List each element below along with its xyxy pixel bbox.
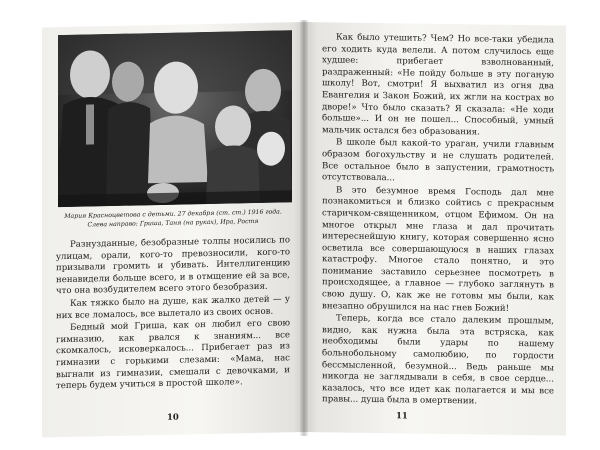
- family-photo-image: [58, 30, 292, 207]
- page-number-right: 11: [396, 411, 408, 422]
- paragraph: Как тяжко было на душе, как жалко детей — у них все ломалось, все вылетало из своих основ.: [56, 294, 290, 321]
- right-page: [304, 22, 566, 436]
- paragraph: В школе был какой-то ураган, учили главным образом богохульству и не слушать родителей. Все остальное было в запустении, грамотность отсутствовала...: [322, 137, 554, 184]
- right-page-text: [322, 32, 554, 409]
- paragraph: В это безумное время Господь дал мне познакомиться и близко сойтись с прекрасным старичком-священником, отцом Ефимом. Он на многое открыл мне глаза и дал прочитать интереснейшую книгу, которая совершенно ясно осветила все совершающуюся в наших глазах катастрофу. Многое стало понятно, и это понимание заставило серьезнее посмотреть в происходящее, а главное — глубоко заглянуть в свою душу. О, как же не готовы мы были, как внезапно обрушился на нас гнев Божий!: [322, 185, 554, 314]
- left-page-text: [56, 235, 290, 393]
- book-spine: [300, 20, 308, 436]
- paragraph: Бедный мой Гриша, как он любил его свою гимназию, как рвался к знаниям... все скомкалось, исковеркалось... Прибегает раз из гимназии с горькими слезами: «Мама, нас выгнали из гимназии, смешали с девочками, и теперь будем учиться в простой школе».: [56, 318, 290, 392]
- paragraph: Теперь, когда все стало далеким прошлым, видно, как нужна была эта встряска, как необходимы были удары по нашему больнобольному самолюбию, по гордости бессмысленной, безумной... Ведь раньше мы никогда не заглядывали в себя, в свое сердце... казалось, что все идет как полагается и мы все правы... душа была в омертвении.: [322, 313, 554, 407]
- photo-caption: Мария Красноцветова с детьми. 27 декабря (ст. ст.) 1916 года. Слева направо: Гриша, Таня (на руках), Ира, Ростя: [64, 208, 282, 229]
- family-photo: [58, 30, 292, 207]
- paragraph: Как было утешить? Чем? Но все-таки убедила его ходить куда велели. А потом случилось еще худшее: прибегает взволнованный, раздраженный: «Не пойду больше в эту поганую школу! Вот, смотри! Я выхватил из огня два Евангелия и Закон Божий, их жгли на кострах во дворе!» Что было сказать? Я сказала: «Не ходи больше»... И он не пошел... Способный, умный мальчик остался без образования.: [322, 32, 554, 138]
- paragraph: Разнузданные, безобразные толпы носились по улицам, орали, кого-то превозносили, кого-то призывали громить и убивать. Интеллигенцию ненавидели больше всего, и в отмщение ей за все, что она возбудителем всего этого безобразия.: [56, 235, 290, 297]
- left-page: [42, 22, 304, 437]
- page-number-left: 10: [167, 412, 179, 423]
